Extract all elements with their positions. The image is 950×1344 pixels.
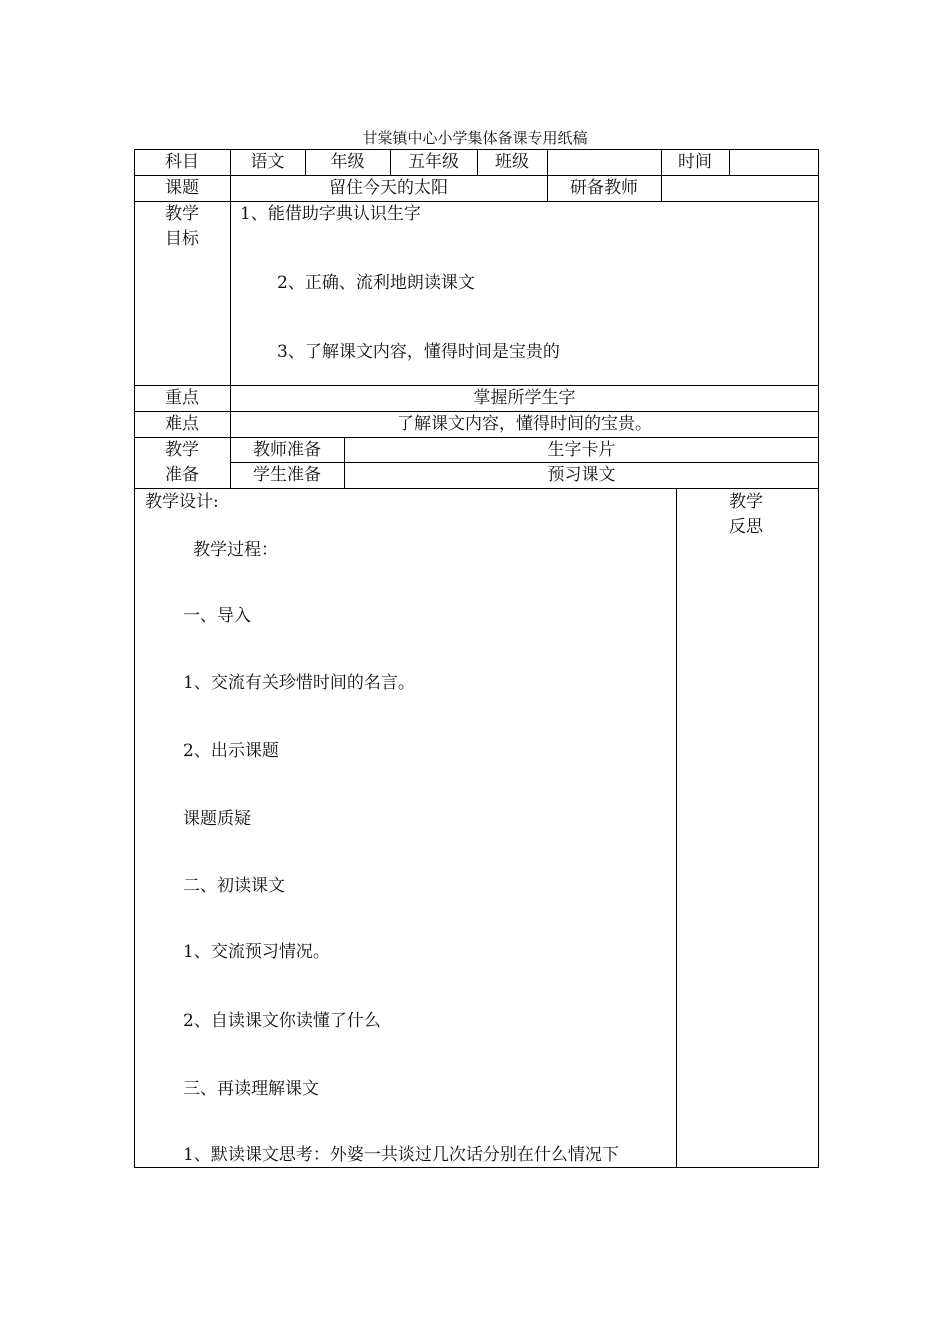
- teacher-prep-value: 生字卡片: [547, 440, 616, 460]
- design-line: 三、再读理解课文: [183, 1079, 319, 1099]
- objective-item: 2、正确、流利地朗读课文: [277, 273, 475, 293]
- key-point-label: 重点: [165, 388, 199, 408]
- grade-value: 五年级: [408, 152, 459, 172]
- objectives-label-line2: 目标: [165, 229, 199, 249]
- teacher-label: 研备教师: [570, 178, 638, 198]
- time-label: 时间: [678, 152, 712, 172]
- design-line: 1、默读课文思考：外婆一共谈过几次话分别在什么情况下: [183, 1145, 619, 1165]
- reflection-label-line2: 反思: [729, 517, 763, 537]
- objectives-label-line1: 教学: [165, 204, 199, 224]
- lesson-label: 课题: [165, 178, 199, 198]
- page-title: 甘棠镇中心小学集体备课专用纸稿: [362, 129, 588, 147]
- design-line: 二、初读课文: [183, 876, 285, 896]
- preparation-label-line2: 准备: [165, 465, 199, 485]
- difficulty-value: 了解课文内容，懂得时间的宝贵。: [397, 414, 652, 434]
- teacher-prep-label: 教师准备: [253, 440, 321, 460]
- grade-label: 年级: [330, 152, 365, 172]
- design-line: 2、自读课文你读懂了什么: [183, 1011, 381, 1031]
- subject-value: 语文: [250, 152, 285, 172]
- subject-label: 科目: [165, 152, 199, 172]
- design-line: 1、交流预习情况。: [183, 942, 330, 962]
- preparation-label-line1: 教学: [165, 440, 199, 460]
- objective-item: 1、能借助字典认识生字: [240, 204, 421, 224]
- design-line: 2、出示课题: [183, 741, 279, 761]
- difficulty-label: 难点: [165, 414, 199, 434]
- key-point-value: 掌握所学生字: [473, 388, 576, 408]
- student-prep-label: 学生准备: [253, 465, 321, 485]
- design-line: 1、交流有关珍惜时间的名言。: [183, 673, 415, 693]
- reflection-label-line1: 教学: [729, 492, 763, 512]
- design-line: 教学过程：: [193, 540, 278, 560]
- class-label: 班级: [495, 152, 529, 172]
- design-line: 课题质疑: [183, 809, 251, 829]
- design-line: 一、导入: [183, 606, 251, 626]
- lesson-value: 留住今天的太阳: [329, 178, 448, 198]
- objective-item: 3、了解课文内容，懂得时间是宝贵的: [277, 342, 560, 362]
- design-label: 教学设计:: [145, 492, 219, 512]
- student-prep-value: 预习课文: [547, 465, 616, 485]
